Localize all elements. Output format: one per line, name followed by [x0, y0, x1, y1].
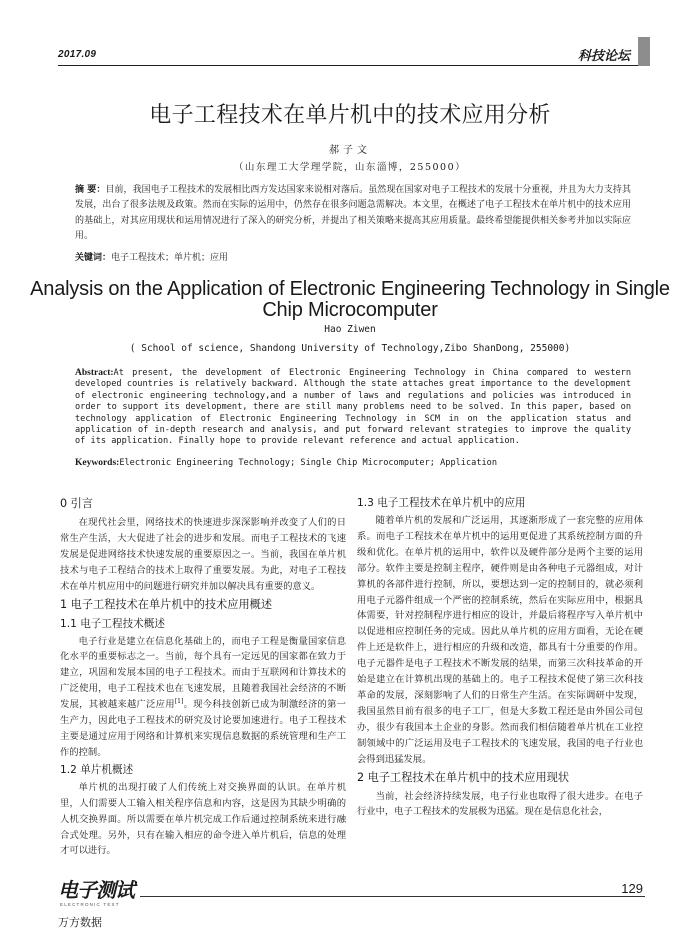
keywords-en — [75, 458, 631, 469]
journal-logo-subtitle: ELECTRONIC TEST — [60, 902, 120, 907]
abstract-cn — [75, 183, 631, 244]
paragraph: 随着单片机的发展和广泛运用，其逐渐形成了一套完整的应用体系。而电子工程技术在单片机中的运用更促进了其系统控制方面的升级和优化。在单片机的运用中，软件以及硬件部分是两个主要的运用部分。软件主要是控制主程序，硬件则是由各种电子元器组成，对计算机的各部件进行控制，所以，要想达到一定的控制目的，就必须利用电子元器件组成一个严密的控制系统，然后在实际应用中，根据具体需要，针对控制程序进行相应的设计，并最后将程序写入单片机中以促进相应控制任务的完成。因此从单片机的应用方面看，无论在硬件上还是软件上，进行相应的升级和改造，都具有十分重要的作用。电子元器件是电子工程技术不断发展的结果，而第三次科技革命的开始是建立在计算机出现的基础上的。电子工程技术促使了第三次科技革命的发展，深刻影响了人们的日常生产生活。在实际调研中发现，我国虽然目前有很多的电子工厂，但是大多数工程还是由外国公司包办，很少有我国本土企业的身影。然而我们相信随着单片机在工业控制领域中的广泛运用及电子工程技术的飞速发展，我国的电子行业也会得到迅猛发展。 — [357, 515, 643, 765]
section-heading-2: 2 电子工程技术在单片机中的技术应用现状 — [357, 770, 570, 784]
paragraph — [60, 634, 346, 761]
affiliation-cn: （山东理工大学理学院，山东淄博，255000） — [233, 162, 467, 173]
subsection-heading-1-2: 1.2 单片机概述 — [60, 763, 134, 776]
paper-title-cn: 电子工程技术在单片机中的技术应用分析 — [149, 103, 551, 128]
page-number: 129 — [621, 881, 643, 896]
body-column-right — [357, 494, 643, 820]
affiliation-en: ( School of science, Shandong University of Technology,Zibo ShanDong, 255000) — [129, 343, 571, 354]
abstract-cn-label: 摘 要： — [75, 185, 106, 195]
header-column-title: 科技论坛 — [577, 49, 630, 64]
keywords-cn — [75, 251, 631, 265]
paragraph: 当前，社会经济持续发展，电子行业也取得了很大进步。在电子行业中，电子工程技术的发展极为迅猛。现在是信息化社会， — [357, 790, 643, 818]
section-heading-0: 0 引言 — [60, 497, 94, 510]
paragraph: 单片机的出现打破了人们传统上对交换界面的认识。在单片机里，人们需要人工输入相关程序信息和内容，这是因为其缺少明确的人机交换界面。所以需要在单片机完成工作后通过控制系统来进行融合式处理。另外，只有在输入相应的命令进入单片机后，信息的处理才可以进行。 — [60, 781, 346, 857]
header-rule — [58, 65, 650, 66]
citation-ref: [1] — [174, 698, 184, 706]
abstract-cn-text: 目前，我国电子工程技术的发展相比西方发达国家来说相对落后。虽然现在国家对电子工程技术的发展十分重视，并且为大力支持其发展，出台了很多法规及政策。然而在实际的运用中，仍然存在很多问题急需解决。本文里，在概述了电子工程技术在单片机中的技术应用的基础上，对其应用现状和运用情况进行了深入的研究分析，并提出了相关策略来提高其应用质量。最终希望能提供相关参考并加以实际应用。 — [75, 185, 631, 241]
author-en: Hao Ziwen — [324, 324, 376, 335]
keywords-en-text: Electronic Engineering Technology; Single Chip Microcomputer; Application — [119, 458, 498, 468]
watermark-text: 万方数据 — [58, 916, 102, 929]
journal-logo: 电子测试 — [58, 878, 134, 902]
keywords-cn-label: 关键词： — [75, 253, 112, 263]
header-date: 2017.09 — [58, 49, 97, 60]
paragraph-text: 。现今科技创新已成为制激经济的第一生产力，因此电子工程技术的研究及讨论要加速进行。电子工程技术主要是通过应用于网络和计算机来实现信息数据的系统管理和生产工作的控制。 — [60, 699, 346, 758]
author-cn: 郝子文 — [329, 145, 371, 156]
paragraph: 在现代社会里，网络技术的快速进步深深影响并改变了人们的日常生产生活，大大促进了社会的进步和发展。而电子工程技术的飞速发展是促进网络技术快速发展的重要原因之一。当前，我国在单片机技术与电子工程结合的技术上取得了重要发展。为此，对电子工程技术在单片机应用中的问题进行研究并加以解决具有重要的意义。 — [60, 517, 346, 592]
subsection-heading-1-3: 1.3 电子工程技术在单片机中的应用 — [357, 497, 526, 509]
body-column-left — [60, 494, 346, 859]
footer-rule — [140, 896, 645, 897]
subsection-heading-1-1: 1.1 电子工程技术概述 — [60, 617, 165, 630]
paper-title-en: Analysis on the Application of Electronic Engineering Technology in Single Chip Microcomputer — [30, 278, 670, 321]
header-gray-bar — [638, 37, 650, 66]
keywords-en-label: Keywords: — [75, 458, 120, 468]
abstract-en — [75, 368, 631, 448]
section-heading-1: 1 电子工程技术在单片机中的技术应用概述 — [60, 597, 273, 611]
keywords-cn-text: 电子工程技术；单片机；应用 — [111, 253, 229, 263]
abstract-en-text: At present, the development of Electronic Engineering Technology in China compared to western developed countries is relatively backward. Although the state attaches great importance to the development of electronic engineering technology,and a number of laws and regulations and policies was introduced in order to support its development, there are still many problems need to be solved. In this paper, based on technology application of Electronic Engineering Technology in SCM in on the application status and application of in-depth research and analysis, and put forward relevant strategies to improve the quality of its application. Finally hope to provide relevant reference and actual application. — [75, 368, 631, 447]
paragraph-text: 电子行业是建立在信息化基础上的，而电子工程是衡量国家信息化水平的重要标志之一。当前，每个具有一定远见的国家都在致力于建立，巩固和发展本国的电子工程技术。而由于互联网和计算技术的广泛使用，电子工程技术也在飞速发展，且随着我国社会经济的不断发展，其被越来越广泛应用 — [60, 635, 346, 711]
abstract-en-label: Abstract: — [75, 368, 114, 378]
